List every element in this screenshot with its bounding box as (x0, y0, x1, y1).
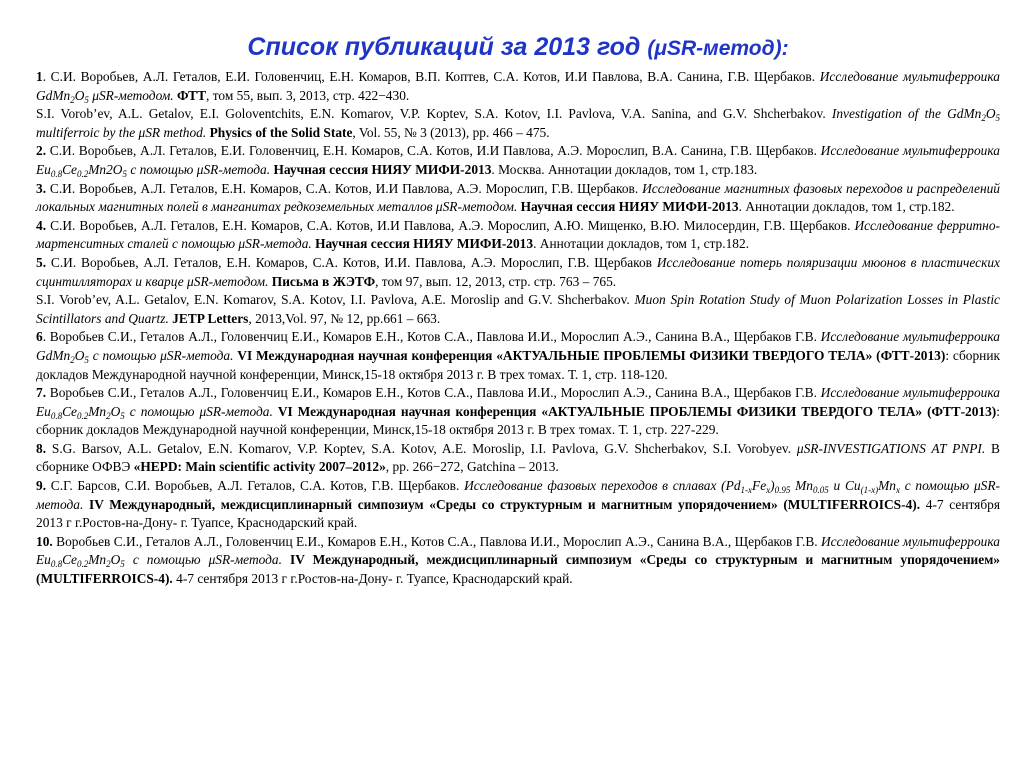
pub-details: . Москва. Аннотации докладов, том 1, стр.183. (491, 161, 758, 177)
title-method: (μSR-метод): (647, 37, 789, 60)
pub-title: Исследование потерь поляризации мюонов в пластических сцинтилляторах и кварце μSR-методом. (36, 254, 1000, 289)
pub-number: 9. (36, 478, 47, 494)
publication-1-ru (36, 68, 1000, 105)
page-title (36, 0, 1000, 68)
pub-authors: С.И. Воробьев, А.Л. Геталов, Е.Н. Комаров, С.А. Котов, И.И. Павлова, А.Э. Мороcлип, Г.В. Щербаков (46, 254, 652, 270)
pub-title: Исследование мультиферроика $Eu_{0.8}Ce_{0.2}Mn_2O_5$ с помощью μSR-метода. (36, 385, 1001, 421)
pub-authors-en: S.I. Vorob’ev, A.L. Getalov, E.N. Komarov, S.A. Kotov, I.I. Pavlova, A.E. Moroslip and G.V. Shcherbakov. (36, 292, 630, 308)
pub-details: . Аннотации докладов, том 1, стр.182. (533, 236, 750, 252)
title-main: Список публикаций за 2013 год (247, 33, 648, 61)
pub-authors: Воробьев С.И., Геталов А.Л., Головенчиц Е.И., Комаров Е.Н., Котов С.А., Павлова И.И., Мороcлип А.Э., Санина В.А., Щербаков Г.В. (46, 385, 817, 401)
pub-conference: «HEPD: Main scientific activity 2007–2012» (133, 459, 386, 475)
pub-title: Исследование мультиферроика $Eu_{0.8}Ce_{0.2}Mn_2O_5$ с помощью μSR-метода. (36, 533, 1001, 570)
pub-conference: Научная сессия НИЯУ МИФИ-2013 (270, 161, 492, 177)
pub-number: 10. (36, 533, 53, 549)
pub-title: Исследование фазовых переходов в сплавах $(Pd_{1-x}Fe_x)_{0.95}$ $Mn_{0.05}$ и $Cu_{(1-x)}Mn_x$ с помощью μSR-метода. (36, 478, 1001, 512)
publication-1-en (36, 105, 1000, 142)
pub-number: 2. (36, 143, 47, 159)
pub-journal-en: Physics of the Solid State (206, 124, 353, 140)
publication-5 (36, 254, 1000, 328)
pub-authors: . Воробьев С.И., Геталов А.Л., Головенчиц Е.И., Комаров Е.Н., Котов С.А., Павлова И.И., Мороcлип А.Э., Санина В.А., Щербаков Г.В. (42, 329, 817, 345)
pub-number: 3. (36, 180, 47, 196)
pub-authors: С.И. Воробьев, А.Л. Геталов, Е.Н. Комаров, С.А. Котов, И.И Павлова, А.Э. Мороcлип, Г.В. Щербаков. (46, 180, 639, 196)
pub-conference: VI Международная научная конференция «АКТУАЛЬНЫЕ ПРОБЛЕМЫ ФИЗИКИ ТВЕРДОГО ТЕЛА» (ФТТ-2013) (272, 403, 997, 419)
pub-details: : сборник докладов Международной научной конференции, Минск,15-18 октября 2013 г. В трех томах. Т. 1, стр. 227-229. (36, 403, 1001, 438)
pub-conference: VI Международная научная конференция «АКТУАЛЬНЫЕ ПРОБЛЕМЫ ФИЗИКИ ТВЕРДОГО ТЕЛА» (ФТТ-2013) (233, 347, 946, 363)
pub-number: 5. (36, 254, 47, 270)
pub-authors: С.И. Воробьев, А.Л. Геталов, Е.Н. Комаров, С.А. Котов, И.И Павлова, А.Э. Мороcлип, А.Ю. Мищенко, В.Ю. Милосердин, Г.В. Щербаков. (46, 217, 851, 233)
pub-conference: IV Международный, междисциплинарный симпозиум «Среды со структурным и магнитным упорядочением» (MULTIFERROICS-4). (83, 496, 921, 512)
pub-number: 6 (36, 329, 43, 345)
pub-authors-en: S.I. Vorob’ev, A.L. Getalov, E.I. Goloventchits, E.N. Komarov, V.P. Koptev, S.A. Kotov, I.I. Pavlova, V.A. Sanina, and G.V. Shcherbakov. (36, 106, 826, 122)
publication-9 (36, 477, 1000, 533)
pub-title: Исследование ферритно-мартенситных сталей с помощью μSR-метода. (36, 217, 1000, 252)
pub-number: 1 (36, 69, 43, 84)
pub-authors: Воробьев С.И., Геталов А.Л., Головенчиц Е.И., Комаров Е.Н., Котов С.А., Павлова И.И., Мороcлип А.Э., Санина В.А., Щербаков Г.В. (52, 533, 818, 549)
pub-details: 4-7 сентября 2013 г г.Ростов-на-Дону- г. Туапсе, Краснодарский край. (172, 571, 573, 587)
pub-details: : сборник докладов Международной научной конференции, Минск,15-18 октября 2013 г. В трех томах. Т. 1, стр. 118-120. (36, 347, 1001, 382)
publication-2 (36, 142, 1000, 179)
publication-4 (36, 217, 1000, 254)
pub-details-en: , Vol. 55, № 3 (2013), pp. 466 – 475. (352, 124, 550, 140)
publication-1 (36, 68, 1000, 142)
pub-journal: Письма в ЖЭТФ (268, 273, 376, 289)
publication-8 (36, 440, 1000, 477)
pub-collection: В сборнике ОФВЭ (36, 440, 1000, 475)
pub-details-en: , 2013,Vol. 97, № 12, pp.661 – 663. (248, 310, 441, 326)
pub-number: 7. (36, 385, 47, 401)
pub-details: 4-7 сентября 2013 г г.Ростов-на-Дону- г. Туапсе, Краснодарский край. (36, 496, 1000, 531)
pub-title: Исследование мультиферроика $Eu_{0.8}Ce_{0.2}Mn2O_5$ с помощью μSR-метода. (36, 143, 1001, 179)
pub-details: , pp. 266−272, Gatchina – 2013. (385, 459, 559, 475)
pub-number: 8. (36, 440, 47, 456)
pub-journal: ФТТ (173, 87, 207, 103)
publication-6 (36, 328, 1000, 384)
pub-authors: S.G. Barsov, A.L. Getalov, E.N. Komarov, V.P. Koptev, S.A. Kotov, A.E. Moroslip, I.I. Pavlova, G.V. Shcherbakov, S.I. Vorobyev. (46, 440, 792, 456)
pub-details: . Аннотации докладов, том 1, стр.182. (738, 199, 955, 215)
pub-authors: . С.И. Воробьев, А.Л. Геталов, Е.И. Головенчиц, Е.Н. Комаров, В.П. Коптев, С.А. Котов, И.И Павлова, В.А. Санина, Г.В. Щербаков. (42, 69, 816, 84)
pub-title: Исследование мультиферроика $GdMn_2O_5$ μSR-методом. (36, 69, 1000, 105)
pub-details: , том 97, вып. 12, 2013, стр. стр. 763 – 765. (375, 273, 617, 289)
pub-conference: Научная сессия НИЯУ МИФИ-2013 (311, 236, 534, 252)
pub-journal-en: JETP Letters (168, 310, 249, 326)
pub-conference: Научная сессия НИЯУ МИФИ-2013 (517, 199, 739, 215)
publication-10 (36, 533, 1000, 589)
pub-title: Исследование магнитных фазовых переходов и распределений локальных магнитных полей в манганитах редкоземельных металлов μSR-методом. (36, 180, 1001, 215)
publication-list (36, 68, 1000, 589)
pub-title: Исследование мультиферроика $GdMn_2O_5$ с помощью μSR-метода. (36, 329, 1000, 365)
pub-authors: С.И. Воробьев, А.Л. Геталов, Е.И. Головенчиц, Е.Н. Комаров, С.А. Котов, И.И Павлова, А.Э. Мороcлип, В.А. Санина, Г.В. Щербаков. (46, 143, 817, 159)
pub-title-en: Investigation of the $GdMn_2O_5$ multiferroic by the μSR method. (36, 106, 1000, 140)
pub-authors: С.Г. Барсов, С.И. Воробьев, А.Л. Геталов, С.А. Котов, Г.В. Щербаков. (46, 478, 460, 494)
publication-3 (36, 180, 1000, 217)
pub-number: 4. (36, 217, 47, 233)
pub-conference: IV Международный, междисциплинарный симпозиум «Среды со структурным и магнитным упорядочением» (MULTIFERROICS-4). (36, 552, 1001, 587)
pub-details: , том 55, вып. 3, 2013, стр. 422−430. (206, 87, 410, 103)
pub-title: μSR-INVESTIGATIONS AT PNPI. (791, 440, 986, 456)
pub-title-en: Muon Spin Rotation Study of Muon Polarization Losses in Plastic Scintillators and Quartz. (36, 292, 1000, 326)
publication-7 (36, 384, 1000, 440)
